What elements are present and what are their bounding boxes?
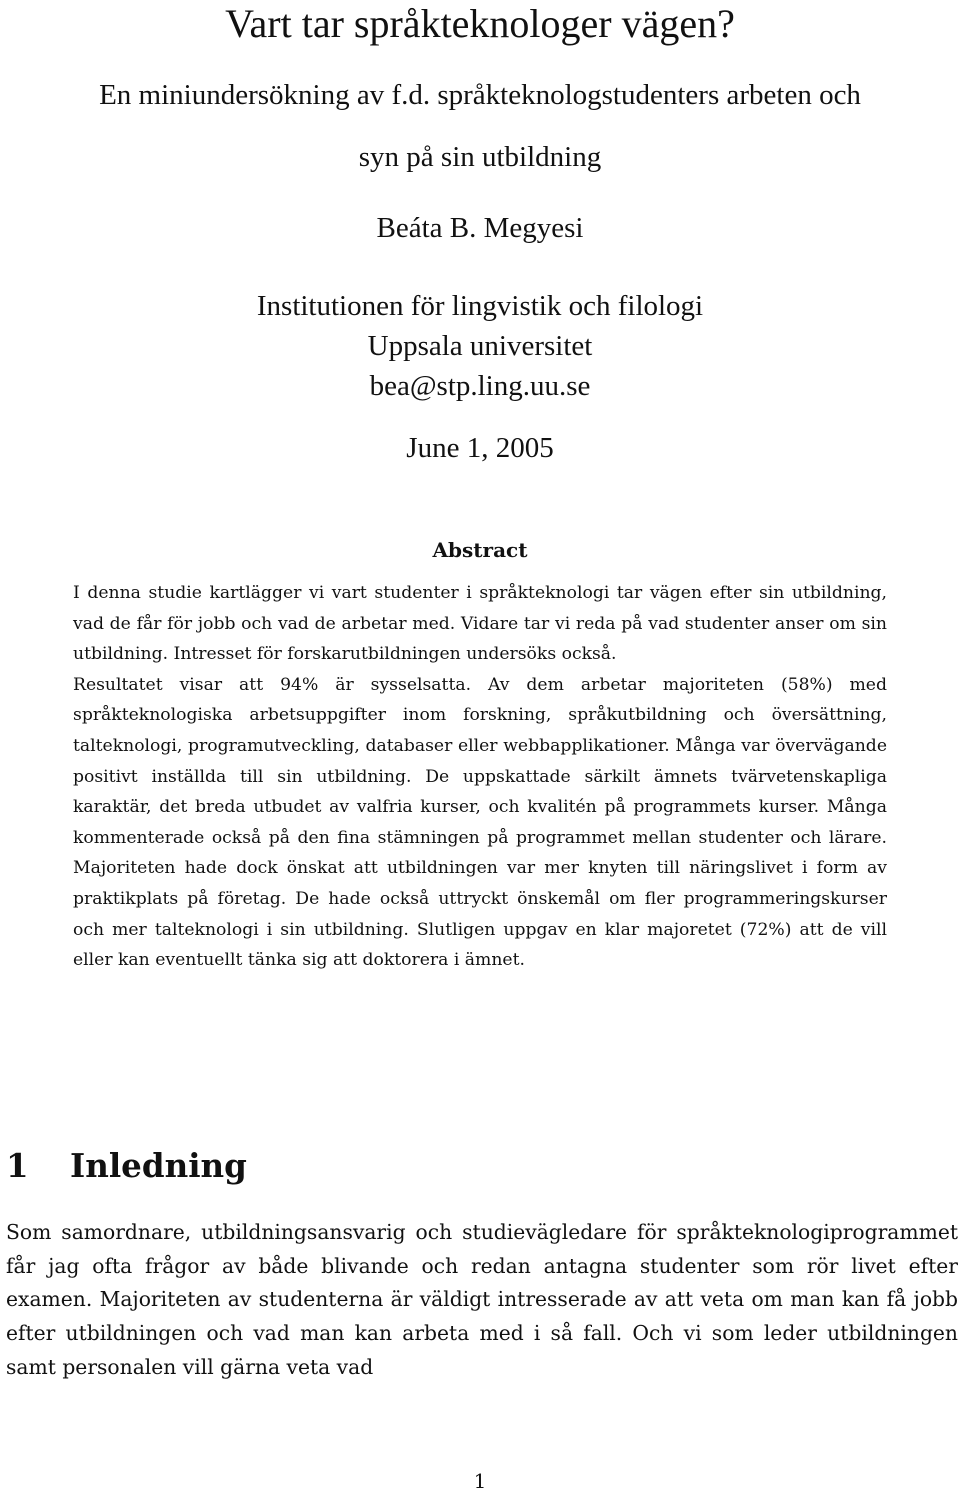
subtitle-line: En miniundersökning av f.d. språkteknologstudenters arbeten och: [99, 79, 861, 111]
university: Uppsala universitet: [367, 330, 593, 362]
section-title: Inledning: [70, 1146, 247, 1185]
page-number: 1: [473, 1469, 487, 1493]
section-body: [6, 1216, 958, 1385]
abstract-heading: Abstract: [432, 538, 528, 562]
body-paragraph: Som samordnare, utbildningsansvarig och studievägledare för språkteknologiprogrammet får jag ofta frågor av både blivande och redan antagna studenter som rör livet efter examen. Majoriteten av studenterna är väldigt intresserade av att veta om man kan få jobb efter utbildningen och vad man kan arbeta med i så fall. Och vi som leder utbildningen samt personalen vill gärna veta vad: [6, 1220, 958, 1379]
publication-date: June 1, 2005: [406, 432, 554, 464]
section-heading: [6, 1142, 247, 1190]
paper-subtitle: [0, 64, 960, 188]
subtitle-line: syn på sin utbildning: [358, 141, 602, 173]
abstract-paragraph: I denna studie kartlägger vi vart studenter i språkteknologi tar vägen efter sin utbildning, vad de får för jobb och vad de arbetar med. Vidare tar vi reda på vad studenter anser om sin utbildning. Intresset för forskarutbildningen undersöks också.: [73, 583, 887, 665]
abstract-body: [73, 578, 887, 976]
abstract-paragraph: Resultatet visar att 94% är sysselsatta. Av dem arbetar majoriteten (58%) med språkteknologiska arbetsuppgifter inom forskning, språkutbildning och översättning, talteknologi, programutveckling, databaser eller webbapplikationer. Många var övervägande positivt inställda till sin utbildning. De uppskattade särkilt ämnets tvärvetenskapliga karaktär, det breda utbudet av valfria kurser, och kvalitén på programmets kurser. Många kommenterade också på den fina stämningen på programmet mellan studenter och lärare. Majoriteten hade dock önskat att utbildningen var mer knyten till näringslivet i form av praktikplats på företag. De hade också uttryckt önskemål om fler programmeringskurser och mer talteknologi i sin utbildning. Slutligen uppgav en klar majoretet (72%) att de vill eller kan eventuellt tänka sig att doktorera i ämnet.: [73, 674, 887, 971]
department: Institutionen för lingvistik och filologi: [256, 290, 704, 322]
paper-title: Vart tar språkteknologer vägen?: [225, 1, 735, 46]
author-email: bea@stp.ling.uu.se: [369, 370, 591, 402]
author-name: Beáta B. Megyesi: [376, 212, 584, 244]
affiliation-block: [0, 286, 960, 406]
section-number: 1: [6, 1146, 29, 1185]
